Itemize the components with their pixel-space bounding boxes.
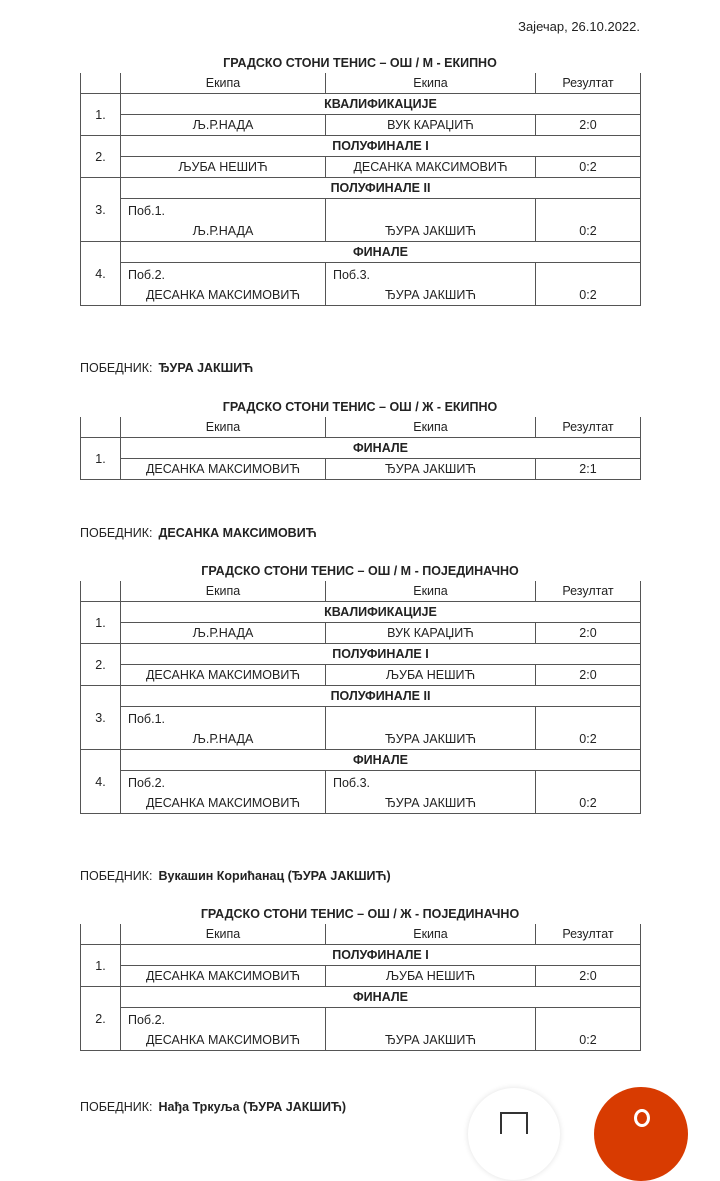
winner-label: ПОБЕДНИК:	[80, 1100, 153, 1114]
match-row	[81, 771, 641, 814]
stage-row	[81, 178, 641, 199]
team-a-cell	[121, 199, 326, 242]
stage-label: ПОЛУФИНАЛЕ I	[121, 945, 641, 966]
table-header-row	[81, 73, 641, 94]
stage-row	[81, 438, 641, 459]
stage-label: ФИНАЛЕ	[121, 987, 641, 1008]
score: 2:0	[536, 623, 641, 644]
results-table	[80, 924, 641, 1051]
edit-icon	[634, 1109, 650, 1127]
header-num	[81, 581, 121, 602]
results-table	[80, 73, 641, 306]
stage-label: КВАЛИФИКАЦИЈЕ	[121, 602, 641, 623]
table-header-row	[81, 417, 641, 438]
winner-label: ПОБЕДНИК:	[80, 526, 153, 540]
stage-label: ФИНАЛЕ	[121, 750, 641, 771]
team-a: Љ.Р.НАДА	[121, 623, 326, 644]
stage-row	[81, 242, 641, 263]
stage-label: ФИНАЛЕ	[121, 438, 641, 459]
match-row	[81, 115, 641, 136]
header-team-b: Екипа	[326, 417, 536, 438]
match-number: 3.	[81, 686, 121, 750]
stage-label: ФИНАЛЕ	[121, 242, 641, 263]
match-row	[81, 459, 641, 480]
stage-label: ПОЛУФИНАЛЕ II	[121, 178, 641, 199]
winner-name: ЂУРА ЈАКШИЋ	[158, 361, 254, 375]
header-team-a: Екипа	[121, 924, 326, 945]
table-header-row	[81, 924, 641, 945]
stage-row	[81, 750, 641, 771]
stage-label: ПОЛУФИНАЛЕ II	[121, 686, 641, 707]
team-b-cell	[326, 771, 536, 814]
team-a-note: Поб.2.	[128, 268, 165, 282]
results-section	[80, 561, 640, 814]
results-section	[80, 53, 640, 306]
team-b-cell	[326, 263, 536, 306]
results-section	[80, 904, 640, 1051]
header-result: Резултат	[536, 417, 641, 438]
team-a-cell	[121, 707, 326, 750]
team-b-cell	[326, 707, 536, 750]
team-a: Љ.Р.НАДА	[192, 224, 254, 238]
header-team-a: Екипа	[121, 73, 326, 94]
score: 0:2	[536, 707, 641, 750]
view-mode-button[interactable]	[468, 1088, 560, 1180]
match-number: 4.	[81, 750, 121, 814]
results-section	[80, 397, 640, 480]
winner-name: ДЕСАНКА МАКСИМОВИЋ	[158, 526, 317, 540]
team-b-cell	[326, 199, 536, 242]
table-header-row	[81, 581, 641, 602]
team-b-note: Поб.3.	[333, 776, 370, 790]
header-team-a: Екипа	[121, 581, 326, 602]
header-team-b: Екипа	[326, 73, 536, 94]
team-b: ЂУРА ЈАКШИЋ	[384, 732, 477, 746]
tablet-icon	[500, 1112, 528, 1134]
match-number: 2.	[81, 987, 121, 1051]
match-number: 1.	[81, 602, 121, 644]
stage-row	[81, 94, 641, 115]
team-a: Љ.Р.НАДА	[192, 732, 254, 746]
score: 0:2	[536, 771, 641, 814]
team-b: ЉУБА НЕШИЋ	[326, 665, 536, 686]
team-a-note: Поб.1.	[128, 204, 165, 218]
match-number: 1.	[81, 945, 121, 987]
team-b: ДЕСАНКА МАКСИМОВИЋ	[326, 157, 536, 178]
team-b: ЉУБА НЕШИЋ	[326, 966, 536, 987]
match-row	[81, 966, 641, 987]
match-number: 3.	[81, 178, 121, 242]
match-row	[81, 707, 641, 750]
match-number: 2.	[81, 644, 121, 686]
stage-label: КВАЛИФИКАЦИЈЕ	[121, 94, 641, 115]
team-a-cell	[121, 771, 326, 814]
team-b-note: Поб.3.	[333, 268, 370, 282]
header-team-a: Екипа	[121, 417, 326, 438]
score: 0:2	[536, 199, 641, 242]
header-num	[81, 924, 121, 945]
winner-line	[80, 869, 391, 883]
section-title: ГРАДСКО СТОНИ ТЕНИС – ОШ / М - ЕКИПНО	[223, 56, 497, 70]
score: 2:0	[536, 115, 641, 136]
winner-line	[80, 526, 317, 540]
score: 2:1	[536, 459, 641, 480]
team-b: ЂУРА ЈАКШИЋ	[384, 288, 477, 302]
header-num	[81, 73, 121, 94]
match-row	[81, 665, 641, 686]
section-title: ГРАДСКО СТОНИ ТЕНИС – ОШ / М - ПОЈЕДИНАЧНО	[201, 564, 519, 578]
header-team-b: Екипа	[326, 924, 536, 945]
results-table	[80, 417, 641, 480]
edit-button[interactable]	[594, 1087, 688, 1181]
stage-row	[81, 602, 641, 623]
header-team-b: Екипа	[326, 581, 536, 602]
stage-label: ПОЛУФИНАЛЕ I	[121, 644, 641, 665]
team-a: ЉУБА НЕШИЋ	[121, 157, 326, 178]
winner-name: Нађа Тркуља (ЂУРА ЈАКШИЋ)	[158, 1100, 347, 1114]
winner-label: ПОБЕДНИК:	[80, 869, 153, 883]
team-b: ВУК КАРАЏИЋ	[326, 115, 536, 136]
header-num	[81, 417, 121, 438]
team-a: ДЕСАНКА МАКСИМОВИЋ	[121, 459, 326, 480]
team-a: ДЕСАНКА МАКСИМОВИЋ	[145, 288, 301, 302]
score: 2:0	[536, 966, 641, 987]
team-b: ЂУРА ЈАКШИЋ	[384, 224, 477, 238]
stage-row	[81, 686, 641, 707]
team-a: ДЕСАНКА МАКСИМОВИЋ	[145, 1033, 301, 1047]
section-title: ГРАДСКО СТОНИ ТЕНИС – ОШ / Ж - ЕКИПНО	[222, 400, 498, 414]
stage-row	[81, 644, 641, 665]
match-row	[81, 157, 641, 178]
match-row	[81, 263, 641, 306]
team-a-note: Поб.2.	[128, 776, 165, 790]
winner-line	[80, 1100, 346, 1114]
stage-row	[81, 136, 641, 157]
team-b-cell	[326, 1008, 536, 1051]
winner-name: Вукашин Корићанац (ЂУРА ЈАКШИЋ)	[158, 869, 391, 883]
match-number: 2.	[81, 136, 121, 178]
match-number: 1.	[81, 438, 121, 480]
match-row	[81, 623, 641, 644]
team-a-cell	[121, 263, 326, 306]
winner-label: ПОБЕДНИК:	[80, 361, 153, 375]
team-b: ЂУРА ЈАКШИЋ	[384, 796, 477, 810]
team-a: ДЕСАНКА МАКСИМОВИЋ	[145, 796, 301, 810]
header-result: Резултат	[536, 924, 641, 945]
score: 2:0	[536, 665, 641, 686]
team-b: ЂУРА ЈАКШИЋ	[326, 459, 536, 480]
stage-row	[81, 945, 641, 966]
team-a: ДЕСАНКА МАКСИМОВИЋ	[121, 665, 326, 686]
winner-line	[80, 361, 253, 375]
stage-label: ПОЛУФИНАЛЕ I	[121, 136, 641, 157]
header-result: Резултат	[536, 73, 641, 94]
stage-row	[81, 987, 641, 1008]
results-table	[80, 581, 641, 814]
match-row	[81, 199, 641, 242]
score: 0:2	[536, 263, 641, 306]
team-a: ДЕСАНКА МАКСИМОВИЋ	[121, 966, 326, 987]
team-a: Љ.Р.НАДА	[121, 115, 326, 136]
team-a-note: Поб.2.	[128, 1013, 165, 1027]
header-result: Резултат	[536, 581, 641, 602]
team-b: ЂУРА ЈАКШИЋ	[384, 1033, 477, 1047]
team-b: ВУК КАРАЏИЋ	[326, 623, 536, 644]
match-row	[81, 1008, 641, 1051]
team-a-note: Поб.1.	[128, 712, 165, 726]
match-number: 1.	[81, 94, 121, 136]
match-number: 4.	[81, 242, 121, 306]
score: 0:2	[536, 157, 641, 178]
section-title: ГРАДСКО СТОНИ ТЕНИС – ОШ / Ж - ПОЈЕДИНАЧНО	[200, 907, 520, 921]
document-date: Зајечар, 26.10.2022.	[518, 19, 640, 34]
team-a-cell	[121, 1008, 326, 1051]
score: 0:2	[536, 1008, 641, 1051]
